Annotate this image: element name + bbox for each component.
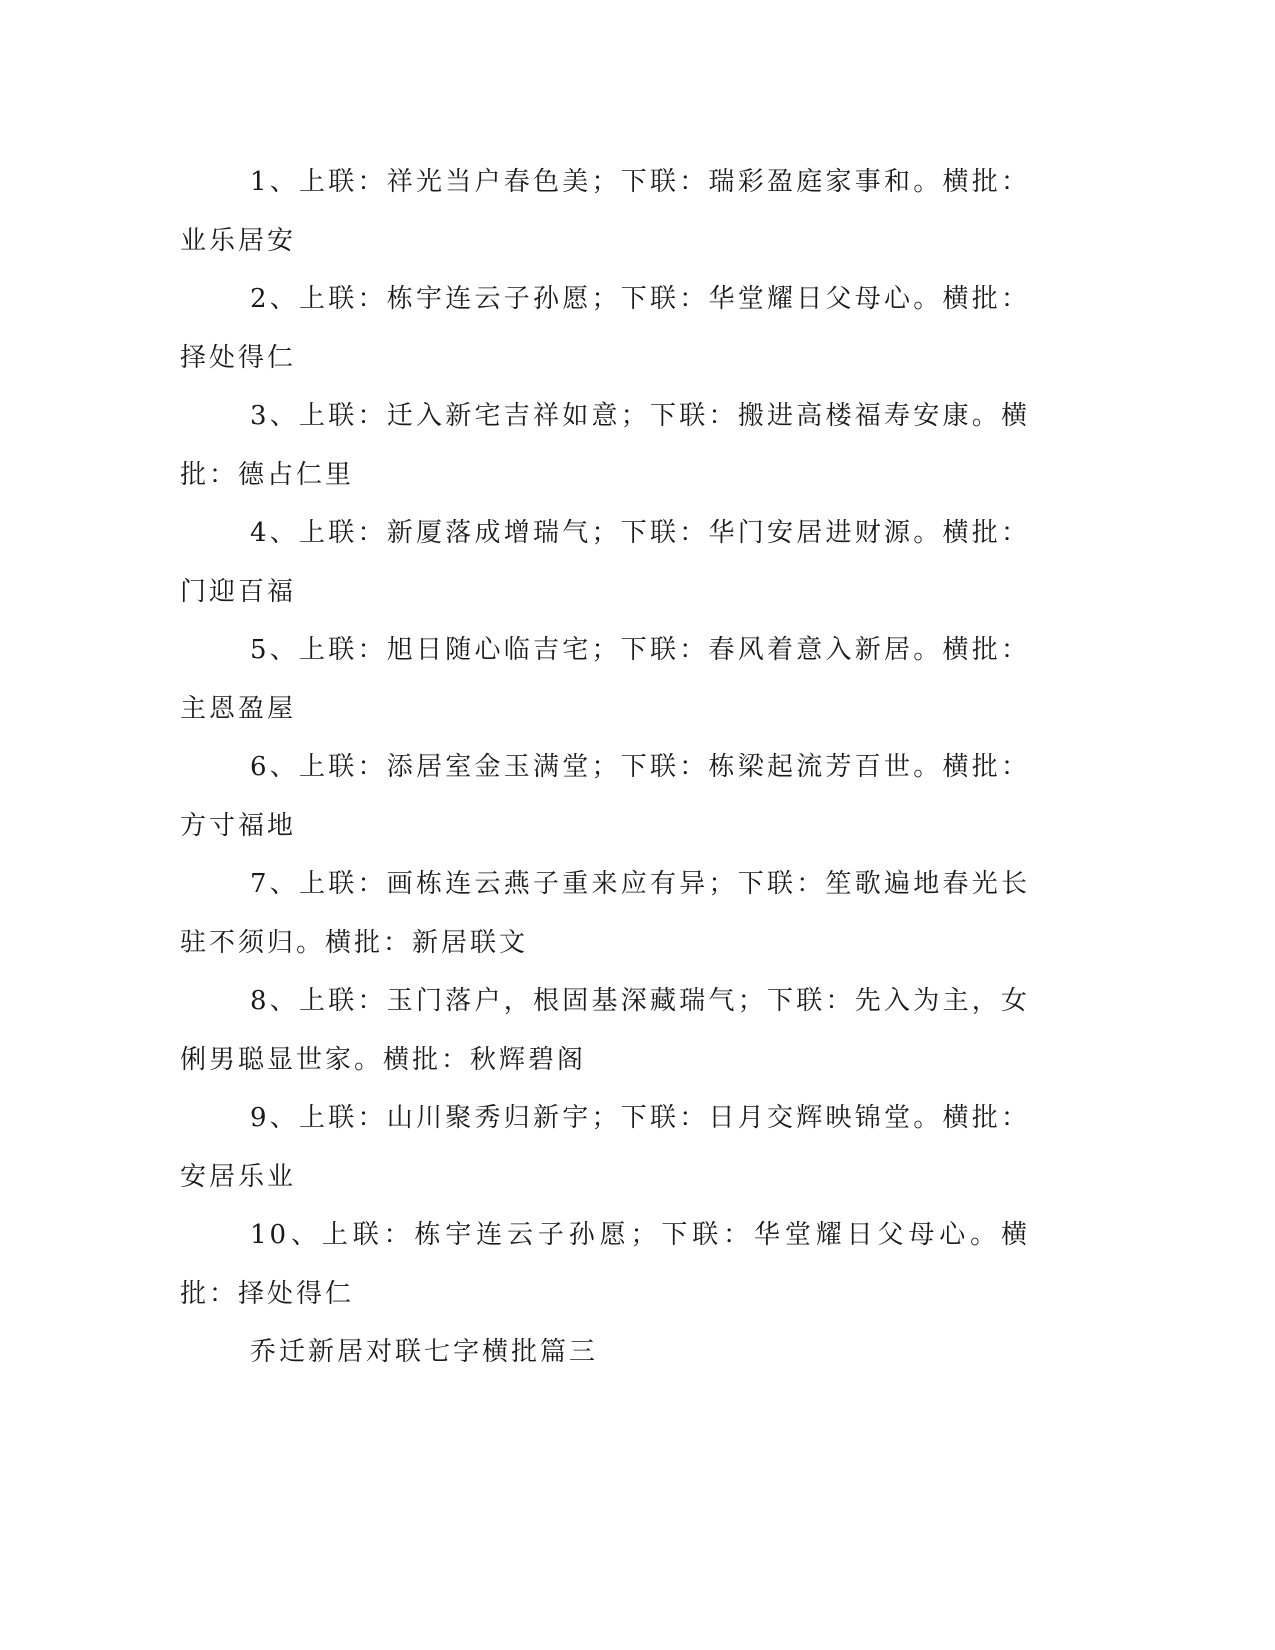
couplet-paragraph-1: 1、上联：祥光当户春色美；下联：瑞彩盈庭家事和。横批：业乐居安 xyxy=(180,167,1030,256)
couplet-paragraph-7: 7、上联：画栋连云燕子重来应有异；下联：笙歌遍地春光长驻不须归。横批：新居联文 xyxy=(180,869,1030,958)
couplet-paragraph-10: 10、上联：栋宇连云子孙愿；下联：华堂耀日父母心。横批：择处得仁 xyxy=(180,1220,1030,1309)
couplet-paragraph-8: 8、上联：玉门落户，根固基深藏瑞气；下联：先入为主，女俐男聪显世家。横批：秋辉碧阁 xyxy=(180,986,1030,1075)
couplet-paragraph-3: 3、上联：迁入新宅吉祥如意；下联：搬进高楼福寿安康。横批：德占仁里 xyxy=(180,401,1030,490)
couplet-paragraph-2: 2、上联：栋宇连云子孙愿；下联：华堂耀日父母心。横批：择处得仁 xyxy=(180,284,1030,373)
section-heading: 乔迁新居对联七字横批篇三 xyxy=(250,1337,599,1367)
couplet-paragraph-5: 5、上联：旭日随心临吉宅；下联：春风着意入新居。横批：主恩盈屋 xyxy=(180,635,1030,724)
couplet-paragraph-9: 9、上联：山川聚秀归新宇；下联：日月交辉映锦堂。横批：安居乐业 xyxy=(180,1103,1030,1192)
document-body xyxy=(180,153,1030,1382)
couplet-paragraph-4: 4、上联：新厦落成增瑞气；下联：华门安居进财源。横批：门迎百福 xyxy=(180,518,1030,607)
couplet-paragraph-6: 6、上联：添居室金玉满堂；下联：栋梁起流芳百世。横批：方寸福地 xyxy=(180,752,1030,841)
